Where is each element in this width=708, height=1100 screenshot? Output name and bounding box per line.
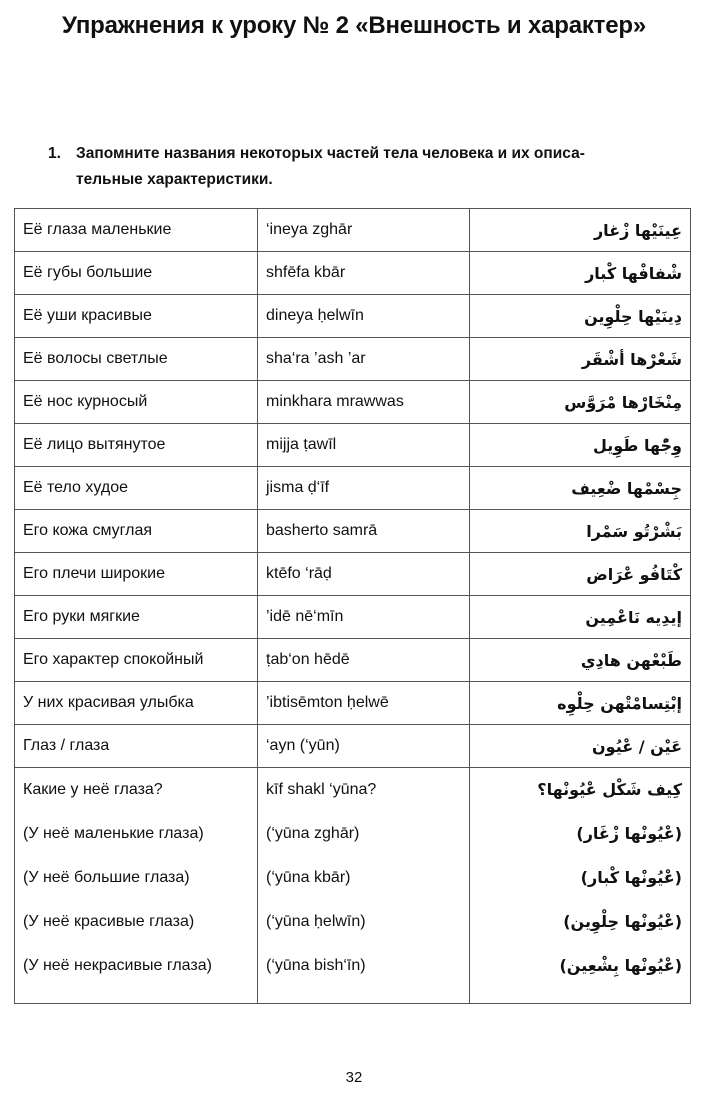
arabic-cell: بَشْرْتُو سَمْرا bbox=[470, 510, 691, 553]
russian-cell: Её лицо вытянутое bbox=[15, 424, 258, 467]
arabic-cell: عِينَيْها زْغار bbox=[470, 209, 691, 252]
russian-cell: Его плечи широкие bbox=[15, 553, 258, 596]
table-row bbox=[15, 639, 691, 682]
transliteration-cell: jisma ḍ‘īf bbox=[258, 467, 470, 510]
arabic-cell: وِجّْها طَوِيل bbox=[470, 424, 691, 467]
arabic-cell: طَبْعْهن هادِي bbox=[470, 639, 691, 682]
transliteration-line: (‘yūna bish‘īn) bbox=[266, 957, 366, 974]
arabic-line: (عْيُونْها حِلْوِين) bbox=[563, 912, 682, 931]
russian-cell: Её уши красивые bbox=[15, 295, 258, 338]
arabic-line: (عْيُونْها زْغَار) bbox=[576, 824, 682, 843]
table-row bbox=[15, 209, 691, 252]
table-row bbox=[15, 553, 691, 596]
transliteration-line: (‘yūna kbār) bbox=[266, 869, 351, 886]
table-row bbox=[15, 510, 691, 553]
russian-line: Какие у неё глаза? bbox=[23, 781, 163, 798]
transliteration-cell-group bbox=[258, 768, 470, 1004]
arabic-cell: شْفافْها كْبار bbox=[470, 252, 691, 295]
arabic-cell: شَعْرْها أشْقَر bbox=[470, 338, 691, 381]
transliteration-line: kīf shakl ‘yūna? bbox=[266, 781, 377, 798]
russian-cell: Её тело худое bbox=[15, 467, 258, 510]
russian-cell: Его руки мягкие bbox=[15, 596, 258, 639]
russian-cell: Её волосы светлые bbox=[15, 338, 258, 381]
arabic-line: كِيف شَكْل عْيُونْها؟ bbox=[537, 780, 682, 799]
transliteration-cell: basherto samrā bbox=[258, 510, 470, 553]
russian-cell: Её глаза маленькие bbox=[15, 209, 258, 252]
page-number: 32 bbox=[345, 1069, 363, 1086]
arabic-cell-group bbox=[470, 768, 691, 1004]
transliteration-cell: ’idē nē‘mīn bbox=[258, 596, 470, 639]
transliteration-cell: ‘ayn (‘yūn) bbox=[258, 725, 470, 768]
table-row-group bbox=[15, 768, 691, 1004]
task-number: 1. bbox=[48, 145, 61, 162]
transliteration-cell: ktēfo ‘rāḍ bbox=[258, 553, 470, 596]
transliteration-cell: ṭab‘on hēdē bbox=[258, 639, 470, 682]
transliteration-cell: shfēfa kbār bbox=[258, 252, 470, 295]
arabic-cell: جِسْمْها ضْعِيف bbox=[470, 467, 691, 510]
arabic-cell: دِينَيْها حِلْوِين bbox=[470, 295, 691, 338]
task-text-line-2: тельные характеристики. bbox=[76, 171, 273, 188]
russian-line: (У неё большие глаза) bbox=[23, 869, 190, 886]
russian-cell: У них красивая улыбка bbox=[15, 682, 258, 725]
arabic-cell: عَيْن / عْيُون bbox=[470, 725, 691, 768]
transliteration-cell: minkhara mrawwas bbox=[258, 381, 470, 424]
table-row bbox=[15, 424, 691, 467]
russian-cell-group bbox=[15, 768, 258, 1004]
russian-cell: Его характер спокойный bbox=[15, 639, 258, 682]
russian-line: (У неё некрасивые глаза) bbox=[23, 957, 212, 974]
transliteration-line: (‘yūna zghār) bbox=[266, 825, 360, 842]
transliteration-line: (‘yūna ḥelwīn) bbox=[266, 913, 366, 930]
task-instruction bbox=[48, 141, 668, 193]
vocabulary-table bbox=[14, 208, 691, 1004]
russian-cell: Его кожа смуглая bbox=[15, 510, 258, 553]
russian-cell: Её нос курносый bbox=[15, 381, 258, 424]
arabic-line: (عْيُونْها كْبار) bbox=[580, 868, 682, 887]
table-row bbox=[15, 682, 691, 725]
table-row bbox=[15, 338, 691, 381]
transliteration-cell: ‘ineya zghār bbox=[258, 209, 470, 252]
transliteration-cell: mijja ṭawīl bbox=[258, 424, 470, 467]
transliteration-cell: ’ibtisēmton ḥelwē bbox=[258, 682, 470, 725]
russian-cell: Глаз / глаза bbox=[15, 725, 258, 768]
russian-cell: Её губы большие bbox=[15, 252, 258, 295]
table-row bbox=[15, 725, 691, 768]
arabic-cell: مِنْخَارْها مْرَوَّس bbox=[470, 381, 691, 424]
arabic-cell: كْتَافُو عْرَاض bbox=[470, 553, 691, 596]
task-text-line-1: Запомните названия некоторых частей тела человека и их описа- bbox=[76, 145, 585, 162]
table-row bbox=[15, 467, 691, 510]
transliteration-cell: dineya ḥelwīn bbox=[258, 295, 470, 338]
table-row bbox=[15, 295, 691, 338]
arabic-cell: إبْتِسامْتْهن حِلْوِه bbox=[470, 682, 691, 725]
transliteration-cell: sha‘ra ’ash ’ar bbox=[258, 338, 470, 381]
russian-line: (У неё красивые глаза) bbox=[23, 913, 195, 930]
arabic-cell: إيدِيه نَاعْمِين bbox=[470, 596, 691, 639]
page-title: Упражнения к уроку № 2 «Внешность и характер» bbox=[62, 12, 646, 39]
table-row bbox=[15, 596, 691, 639]
table-row bbox=[15, 381, 691, 424]
arabic-line: (عْيُونْها بِشْعِين) bbox=[559, 956, 682, 975]
russian-line: (У неё маленькие глаза) bbox=[23, 825, 204, 842]
table-row bbox=[15, 252, 691, 295]
